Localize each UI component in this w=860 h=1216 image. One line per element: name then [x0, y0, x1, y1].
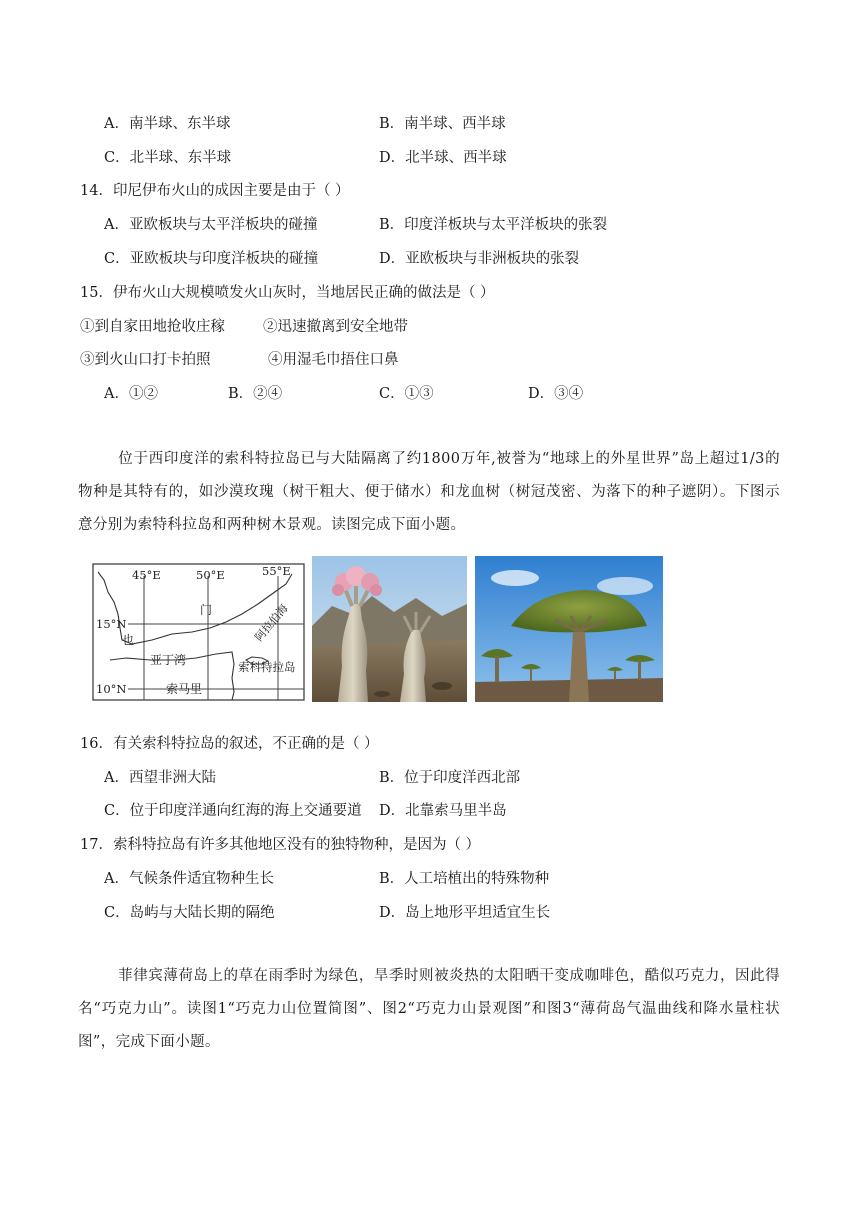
- passage-socotra-text: 位于西印度洋的索科特拉岛已与大陆隔离了约1800万年,被誉为“地球上的外星世界”岛上超过1/3的物种是其特有的，如沙漠玫瑰（树干粗大、便于储水）和龙血树（树冠茂密、为落下的种子遮阴）。下图示意分别为索特科拉岛和两种树木景观。读图完成下面小题。: [78, 451, 780, 533]
- passage-chocolate-hills-text: 菲律宾薄荷岛上的草在雨季时为绿色，旱季时则被炎热的太阳晒干变成咖啡色，酷似巧克力，因此得名“巧克力山”。读图1“巧克力山位置简图”、图2“巧克力山景观图”和图3“薄荷岛气温曲线和降水量柱状图”，完成下面小题。: [78, 968, 780, 1050]
- map-label-45e: 45°E: [132, 568, 161, 582]
- q14-option-a: A．亚欧板块与太平洋板块的碰撞: [104, 217, 318, 233]
- map-svg: [92, 562, 306, 702]
- map-label-55e: 55°E: [262, 564, 291, 578]
- q17-option-b: B．人工培植出的特殊物种: [379, 871, 550, 887]
- q16-stem: 16．有关索科特拉岛的叙述，不正确的是（ ）: [80, 736, 379, 752]
- q15-stem: 15．伊布火山大规模喷发火山灰时，当地居民正确的做法是（ ）: [80, 285, 495, 301]
- q14-option-b: B．印度洋板块与太平洋板块的张裂: [379, 217, 608, 233]
- map-label-socotra: 索科特拉岛: [238, 660, 296, 674]
- q13-option-c: C．北半球、东半球: [104, 150, 232, 166]
- passage-chocolate-hills: [78, 960, 780, 1059]
- map-label-somalia: 索马里: [166, 682, 203, 696]
- map-label-10n: 10°N: [96, 682, 127, 696]
- q16-option-a: A．西望非洲大陆: [104, 770, 216, 786]
- map-label-15n: 15°N: [96, 617, 127, 631]
- q17-option-c: C．岛屿与大陆长期的隔绝: [104, 905, 275, 921]
- q16-option-b: B．位于印度洋西北部: [379, 770, 521, 786]
- q15-option-b: B．②④: [228, 386, 283, 402]
- q17-option-a: A．气候条件适宜物种生长: [104, 871, 274, 887]
- q16-option-c: C．位于印度洋通向红海的海上交通要道: [104, 803, 362, 819]
- desert-rose-photo: [312, 556, 467, 702]
- socotra-location-map: [92, 562, 306, 702]
- q15-item-4: ④用湿毛巾捂住口鼻: [268, 352, 399, 368]
- q17-stem: 17．索科特拉岛有许多其他地区没有的独特物种，是因为（ ）: [80, 837, 481, 853]
- q14-option-d: D．亚欧板块与非洲板块的张裂: [379, 251, 580, 267]
- q15-option-d: D．③④: [528, 386, 584, 402]
- map-label-arabian-sea: 阿拉伯海: [252, 601, 291, 644]
- q15-item-2: ②迅速撤离到安全地带: [263, 319, 408, 335]
- map-label-yemen-1: 也: [122, 633, 135, 647]
- q13-option-b: B．南半球、西半球: [379, 116, 506, 132]
- dragon-blood-tree-illustration: [475, 556, 663, 702]
- desert-rose-illustration: [312, 556, 467, 702]
- q15-option-a: A．①②: [104, 386, 158, 402]
- q13-option-a: A．南半球、东半球: [104, 116, 231, 132]
- map-label-gulf-of-aden: 亚丁湾: [150, 653, 187, 667]
- q15-item-3: ③到火山口打卡拍照: [80, 352, 211, 368]
- q16-option-d: D．北靠索马里半岛: [379, 803, 507, 819]
- q14-option-c: C．亚欧板块与印度洋板块的碰撞: [104, 251, 319, 267]
- q14-stem: 14．印尼伊布火山的成因主要是由于（ ）: [80, 183, 350, 199]
- map-label-yemen-2: 门: [200, 603, 213, 617]
- q15-item-1: ①到自家田地抢收庄稼: [80, 319, 225, 335]
- dragon-blood-tree-photo: [475, 556, 663, 702]
- q13-option-d: D．北半球、西半球: [379, 150, 507, 166]
- q17-option-d: D．岛上地形平坦适宜生长: [379, 905, 551, 921]
- passage-socotra: [78, 443, 780, 542]
- q15-option-c: C．①③: [379, 386, 434, 402]
- map-label-50e: 50°E: [196, 568, 225, 582]
